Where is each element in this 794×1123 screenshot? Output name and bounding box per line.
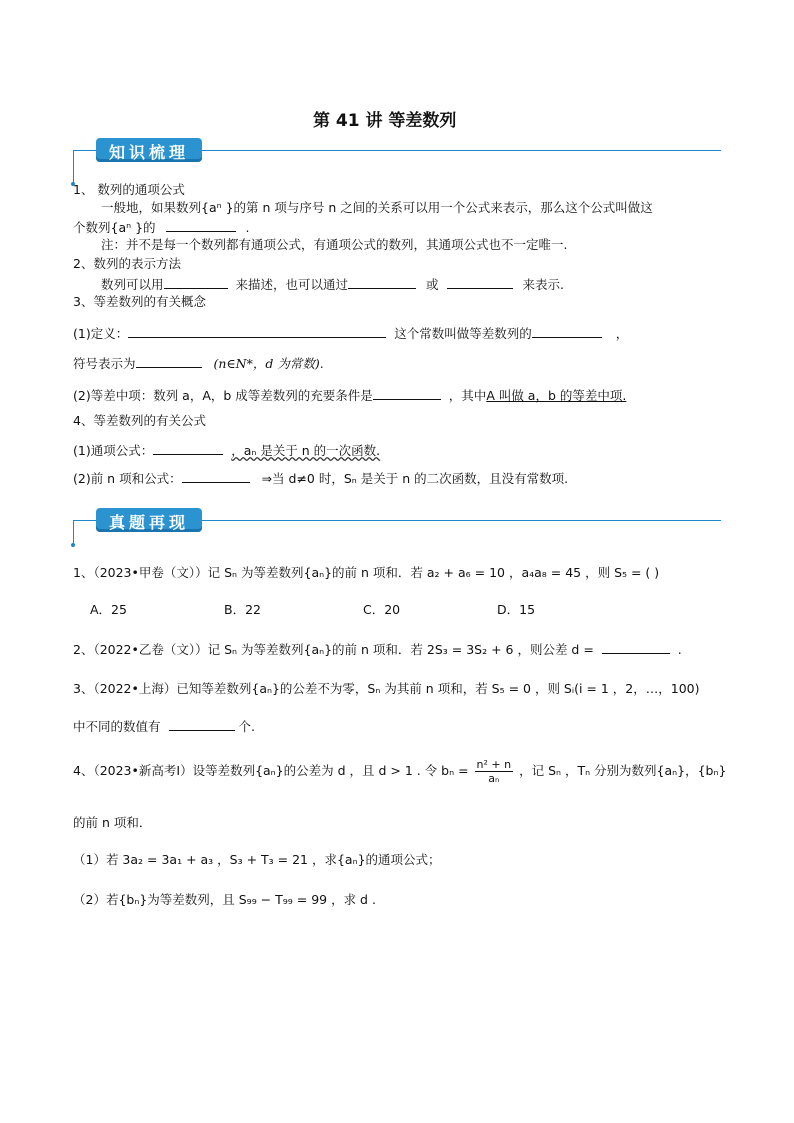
q1-option-d[interactable]: D．15 — [497, 602, 536, 617]
symbol-line — [73, 354, 324, 372]
fraction — [475, 758, 514, 785]
definition-line — [73, 324, 628, 342]
middle-term-line — [73, 386, 626, 404]
question-2 — [73, 640, 682, 658]
question-1: 1、（2023•甲卷（文））记 Sₙ 为等差数列{aₙ}的前 n 项和．若 a₂ + a₆ = 10 ，a₄a₈ = 45 ，则 S₅ = ( ) — [73, 565, 660, 580]
item2-line — [101, 275, 564, 293]
item1-line1: 一般地，如果数列{aⁿ }的第 n 项与序号 n 之间的关系可以用一个公式来表示，那么这个公式叫做这 — [101, 200, 653, 215]
item2-title: 2、数列的表示方法 — [73, 256, 181, 271]
definition-end: ， — [615, 326, 629, 341]
item1-line2-text: 个数列{aⁿ }的 — [73, 220, 156, 235]
question-3-line1: 3、（2022•上海）已知等差数列{aₙ}的公差不为零，Sₙ 为其前 n 项和，若 S₅ = 0 ，则 Sᵢ(i = 1 ，2，…，100) — [73, 681, 700, 696]
item1-note: 注：并不是每一个数列都有通项公式，有通项公式的数列，其通项公式也不一定唯一. — [101, 237, 568, 252]
answer-blank[interactable] — [182, 469, 250, 483]
sum-formula-label: (2)前 n 项和公式： — [73, 471, 182, 486]
fraction-numerator: n² + n — [476, 758, 512, 771]
answer-blank[interactable] — [128, 324, 386, 338]
item1-line2-end: . — [245, 220, 250, 235]
question-4-text: 4、（2023•新高考Ⅰ）设等差数列{aₙ}的公差为 d ，且 d > 1 . 令 bₙ = — [73, 763, 469, 778]
answer-blank[interactable] — [602, 640, 670, 654]
question-4-line1 — [73, 758, 726, 785]
general-term-line — [73, 441, 380, 459]
answer-blank[interactable] — [447, 275, 513, 289]
item1-line2 — [73, 218, 249, 236]
answer-blank[interactable] — [136, 354, 202, 368]
sum-formula-tail: ⇒当 d≠0 时，Sₙ 是关于 n 的二次函数，且没有常数项. — [261, 471, 569, 486]
answer-blank[interactable] — [348, 275, 416, 289]
header-vertical-rule — [73, 150, 74, 186]
middle-term-pre: ，其中 — [448, 388, 487, 403]
symbol-label: 符号表示为 — [73, 356, 136, 371]
sum-formula-line — [73, 469, 568, 487]
item1-title: 1、 数列的通项公式 — [73, 182, 185, 197]
question-2-text: 2、（2022•乙卷（文））记 Sₙ 为等差数列{aₙ}的前 n 项和．若 2S₃ = 3S₂ + 6 ，则公差 d = — [73, 642, 594, 657]
q1-option-b[interactable]: B．22 — [224, 602, 261, 617]
answer-blank[interactable] — [166, 218, 236, 232]
page-title: 第 41 讲 等差数列 — [313, 111, 457, 131]
section-banner-label: 知识梳理 — [108, 143, 189, 162]
definition-label: (1)定义： — [73, 326, 129, 341]
item3-title: 3、等差数列的有关概念 — [73, 294, 206, 309]
question-3-line2 — [73, 717, 255, 735]
item2-text-d: 来表示. — [522, 277, 564, 292]
item4-title: 4、等差数列的有关公式 — [73, 413, 206, 428]
q1-option-c[interactable]: C．20 — [363, 602, 401, 617]
item2-text-c: 或 — [426, 277, 439, 292]
answer-blank[interactable] — [164, 275, 228, 289]
question-4-part2: （2）若{bₙ}为等差数列，且 S₉₉ − T₉₉ = 99 ，求 d . — [73, 892, 376, 907]
symbol-condition: (n∈N*，d 为常数). — [213, 356, 324, 371]
definition-mid: 这个常数叫做等差数列的 — [394, 326, 532, 341]
section-banner-label: 真题再现 — [108, 513, 189, 532]
answer-blank[interactable] — [153, 441, 223, 455]
question-4-text-end: ，记 Sₙ ，Tₙ 分别为数列{aₙ}，{bₙ} — [519, 763, 727, 778]
middle-term-tail: A 叫做 a，b 的等差中项. — [486, 388, 627, 403]
answer-blank[interactable] — [169, 717, 235, 731]
header-dot — [71, 543, 75, 547]
answer-blank[interactable] — [532, 324, 602, 338]
item2-text-a: 数列可以用 — [101, 277, 164, 292]
question-2-end: . — [677, 642, 682, 657]
section-banner — [96, 508, 202, 532]
item2-text-b: 来描述，也可以通过 — [235, 277, 349, 292]
middle-term-label: (2)等差中项：数列 a，A，b 成等差数列的充要条件是 — [73, 388, 373, 403]
general-term-label: (1)通项公式： — [73, 443, 154, 458]
question-4-line2: 的前 n 项和． — [73, 815, 152, 830]
question-3-text: 中不同的数值有 — [73, 719, 161, 734]
answer-blank[interactable] — [373, 386, 441, 400]
q1-option-a[interactable]: A．25 — [90, 602, 127, 617]
fraction-denominator: aₙ — [488, 772, 500, 785]
question-4-part1: （1）若 3a₂ = 3a₁ + a₃ ，S₃ + T₃ = 21 ，求{aₙ}的通项公式； — [73, 852, 441, 867]
section-banner — [96, 138, 202, 162]
question-3-end: 个. — [238, 719, 255, 734]
general-term-tail: ，aₙ 是关于 n 的一次函数. — [231, 443, 381, 458]
